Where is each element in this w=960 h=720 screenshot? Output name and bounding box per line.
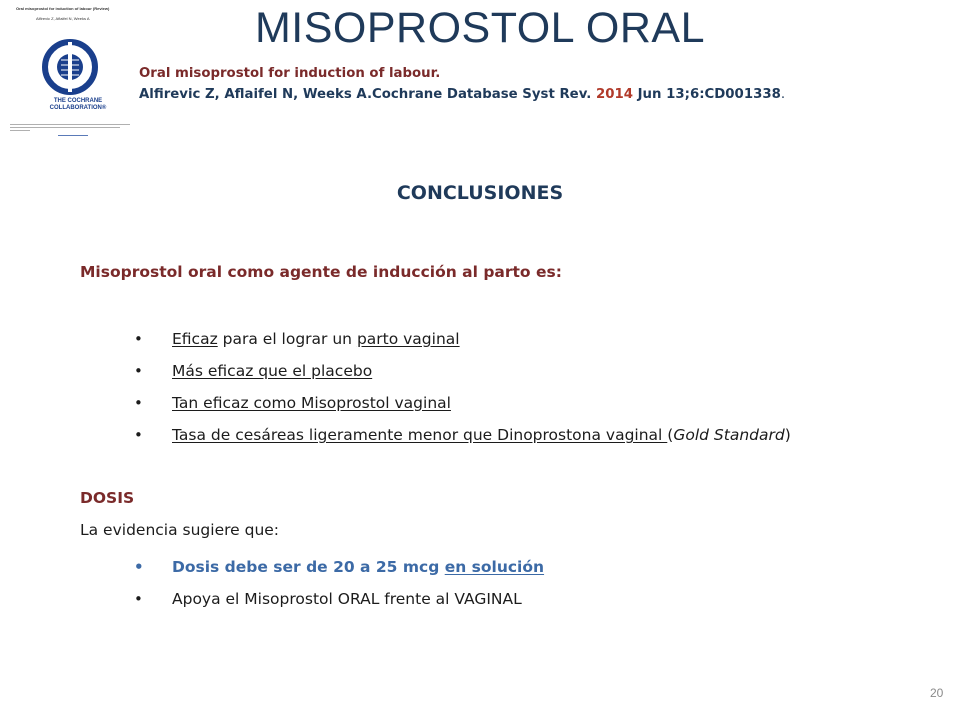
conclusion-3-text: Tan eficaz como Misoprostol vaginal: [172, 394, 451, 412]
dosis-item: [134, 588, 544, 620]
reference-citation: [139, 63, 785, 105]
conclusion-item: [134, 360, 791, 392]
reference-authors-text: Alfirevic Z, Aflaifel N, Weeks A.Cochrane Database Syst Rev.: [139, 87, 596, 102]
cochrane-logo-text: [38, 98, 118, 112]
conclusion-4-paren-close: ): [784, 426, 791, 444]
slide-title: MISOPROSTOL ORAL: [254, 4, 706, 52]
reference-authors: [139, 84, 785, 105]
dosis-2-text: Apoya el Misoprostol ORAL frente al VAGINAL: [172, 590, 522, 608]
dosis-list: [134, 556, 544, 620]
conclusion-item: [134, 328, 791, 360]
thumbnail-fine-print-icon: [8, 122, 138, 142]
conclusion-4-gold-standard: Gold Standard: [673, 426, 785, 444]
thumbnail-doc-authors: Alfirevic Z, Aflaifel N, Weeks A: [36, 16, 90, 21]
thumbnail-doc-title: Oral misoprostol for induction of labour (Review): [16, 6, 110, 11]
conclusion-4-paren-open: (: [667, 426, 674, 444]
conclusion-item: [134, 392, 791, 424]
conclusions-intro: Misoprostol oral como agente de inducción al parto es:: [80, 263, 562, 281]
reference-volume: Jun 13;6:CD001338: [632, 87, 781, 102]
reference-title: Oral misoprostol for induction of labour.: [139, 66, 441, 81]
conclusions-list: [134, 328, 791, 456]
logo-line-2: COLLABORATION®: [49, 105, 107, 111]
logo-line-1: THE COCHRANE: [53, 98, 103, 104]
conclusion-1-parto-vaginal: parto vaginal: [356, 330, 460, 348]
dosis-1-text: Dosis debe ser de 20 a 25 mcg: [172, 558, 445, 576]
conclusion-4-text: Tasa de cesáreas ligeramente menor que Dinoprostona vaginal: [172, 426, 668, 444]
dosis-heading: DOSIS: [80, 489, 135, 507]
evidence-intro: La evidencia sugiere que:: [80, 521, 280, 539]
page-number: 20: [930, 686, 944, 700]
conclusion-2-text: Más eficaz que el placebo: [172, 362, 373, 380]
conclusion-1-middle: para el lograr un: [217, 330, 357, 348]
reference-year: 2014: [595, 87, 633, 102]
dosis-1-en-solucion: en solución: [444, 558, 545, 576]
reference-period: .: [780, 87, 786, 102]
conclusion-1-eficaz: Eficaz: [172, 330, 218, 348]
section-heading: CONCLUSIONES: [396, 182, 564, 204]
dosis-item: [134, 556, 544, 588]
conclusion-item: [134, 424, 791, 456]
